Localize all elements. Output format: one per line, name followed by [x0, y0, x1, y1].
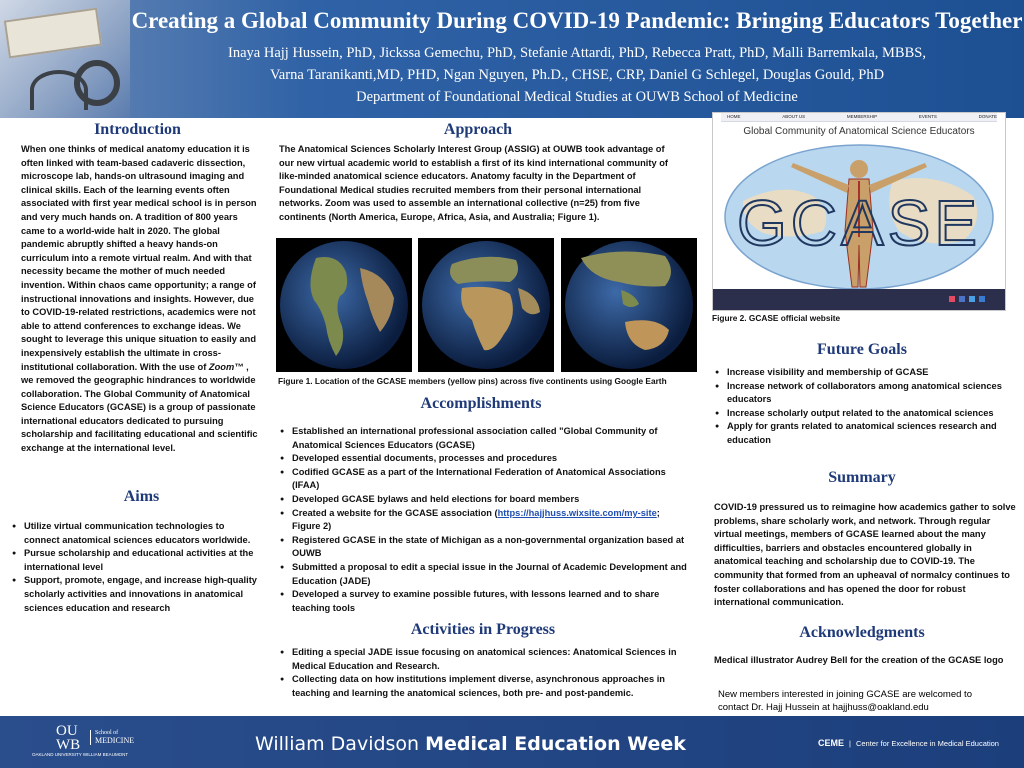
website-item-prefix: Created a website for the GCASE association ( [292, 507, 498, 518]
accomplishment-item-website [278, 507, 688, 534]
globe-image-americas [276, 238, 412, 372]
authors-line-1: Inaya Hajj Hussein, PhD, Jickssa Gemechu, PhD, Stefanie Attardi, PhD, Rebecca Pratt, PhD, Malli Barremkala, MBBS, [228, 45, 926, 61]
website-item-suffix: ; Figure 2) [292, 507, 660, 532]
ouwb-logo-big: OU [56, 723, 78, 739]
website-nav-item[interactable]: DONATE [978, 114, 997, 119]
activity-item: ● Editing a special JADE issue focusing on anatomical sciences: Anatomical Sciences in Medical Education and Research. [278, 646, 688, 673]
accomplishment-item: ● Registered GCASE in the state of Michigan as a non-governmental organization based at OUWB [278, 534, 688, 561]
ceme-abbr: CEME [818, 738, 845, 748]
authors-line-2: Varna Taranikanti,MD, PHD, Ngan Nguyen, Ph.D., CHSE, CRP, Daniel G Schlegel, Douglas Gould, PhD [269, 67, 885, 83]
gcase-logo [723, 141, 995, 291]
linkedin-icon[interactable] [979, 296, 985, 302]
event-name-plain: William Davidson [255, 733, 426, 755]
ouwb-school-name [90, 730, 134, 745]
zoom-trademark: Zoom™ [208, 361, 244, 372]
accomplishment-item: ● Developed essential documents, processes and procedures [278, 452, 688, 466]
future-goal-item: ● Increase network of collaborators among anatomical sciences educators [713, 380, 1013, 407]
contact-note [718, 689, 972, 714]
introduction-text [21, 143, 262, 456]
aims-item: ● Utilize virtual communication technologies to connect anatomical sciences educators worldwide. [10, 520, 262, 547]
activities-list [278, 646, 688, 700]
ouwb-logo-subtitle: OAKLAND UNIVERSITY WILLIAM BEAUMONT [32, 752, 129, 757]
introduction-text-part2: , we removed the geographic hindrances to worldwide collaboration. The Global Community of Anatomical Science Educators (GCASE) is a group of passionate international educators dedicated to pursuing scholarship and facilitating educational and scientific exchange at the international level. [21, 361, 258, 454]
approach-title: Approach [443, 121, 513, 138]
aims-list [10, 520, 262, 615]
stethoscope-chestpiece-shape [74, 60, 120, 106]
gcase-website-screenshot [712, 112, 1006, 311]
website-nav-item[interactable]: ABOUT US [782, 114, 806, 119]
books-shape [4, 8, 102, 59]
accomplishment-item: ● Developed GCASE bylaws and held elections for board members [278, 493, 688, 507]
future-goal-item: ● Apply for grants related to anatomical sciences research and education [713, 420, 1013, 447]
introduction-title: Introduction [94, 121, 181, 138]
instagram-icon[interactable] [949, 296, 955, 302]
acknowledgments-title: Acknowledgments [799, 624, 925, 641]
introduction-text-part1: When one thinks of medical anatomy education it is often linked with team-based cadaveric dissection, microscope lab, hands-on ultrasound imaging and clinical skills. Each of the learning events often associated with first year medical school is in person and very much hands on. A tradition of 800 years came to a world-wide halt in 2020. The global pandemic abruptly shifted a heavy hands-on curriculum into a remote virtual realm. And with that necessity became the mother of much needed invention. Within chaos came opportunity; a range of instructional innovations and insights. However, due to COVID-19-related restrictions, academics were not able to attend conferences to exchange ideas. We sought to leverage this unique situation to easily and inexpensively establish the ultimate in cross-institutional collaboration. With the use of [21, 144, 257, 372]
event-name-bold: Medical Education Week [425, 733, 686, 755]
website-footer-bar [713, 289, 1005, 310]
ouwb-school-line-1: School of [95, 730, 119, 736]
activities-title: Activities in Progress [410, 621, 556, 638]
accomplishments-list [278, 425, 688, 615]
accomplishment-item: ● Established an international professional association called "Global Community of Anatomical Sciences Educators (GCASE) [278, 425, 688, 452]
website-site-title: Global Community of Anatomical Science Educators [743, 126, 975, 137]
contact-note-line-1: New members interested in joining GCASE are welcomed to [718, 689, 972, 700]
ouwb-logo [30, 724, 160, 760]
summary-text: COVID-19 pressured us to reimagine how academics gather to solve problems, share scholarly work, and network. Through regular virtual meetings, members of GCASE learned about the many difficulties, barriers and obstacles encountered globally in anatomical teaching and scholarship due to COVID-19. The community that formed from an upheaval of normalcy continues to foster collaborations and has opened the door for robust international communication. [714, 502, 1016, 608]
activity-item: ● Collecting data on how institutions implement diverse, asynchronous approaches in teaching and learning the anatomical sciences, both pre- and post-pandemic. [278, 673, 688, 700]
accomplishment-item: ● Submitted a proposal to edit a special issue in the Journal of Academic Development and Education (JADE) [278, 561, 688, 588]
accomplishment-item: ● Codified GCASE as a part of the International Federation of Anatomical Associations (IFAA) [278, 466, 688, 493]
acknowledgments-text: Medical illustrator Audrey Bell for the creation of the GCASE logo [714, 655, 1004, 665]
aims-item: ● Support, promote, engage, and increase high-quality scholarly activities and innovations in anatomical sciences education and research [10, 574, 262, 615]
globe-image-africa-europe [418, 238, 554, 372]
ceme-full-name: Center for Excellence in Medical Education [855, 739, 999, 748]
ouwb-school-line-2: MEDICINE [95, 736, 135, 745]
future-goals-title: Future Goals [817, 341, 907, 358]
poster-title: Creating a Global Community During COVID-19 Pandemic: Bringing Educators Together [131, 8, 1023, 33]
stethoscope-photo [0, 0, 130, 118]
future-goals-list [713, 366, 1013, 448]
facebook-icon[interactable] [959, 296, 965, 302]
accomplishments-title: Accomplishments [420, 395, 542, 412]
approach-text: The Anatomical Sciences Scholarly Interest Group (ASSIG) at OUWB took advantage of our new virtual academic world to establish a first of its kind international community of like-minded anatomical science educators. Anatomy faculty in the Department of Foundational Medical studies recruited members from their personal international networks. Zoom was used to assemble an international collective (n=25) from five continents (North America, Europe, Africa, Asia, and Australia; Figure 1). [279, 144, 668, 222]
website-nav-item[interactable]: HOME [727, 114, 741, 119]
website-nav-item[interactable]: MEMBERSHIP [846, 114, 878, 119]
figure-2-caption: Figure 2. GCASE official website [712, 313, 841, 323]
department-line: Department of Foundational Medical Studies at OUWB School of Medicine [356, 89, 798, 105]
website-nav-item[interactable]: EVENTS [918, 114, 937, 119]
event-name [255, 733, 686, 755]
figure-1-caption: Figure 1. Location of the GCASE members (yellow pins) across five continents using Google Earth [278, 376, 667, 386]
aims-title: Aims [123, 488, 160, 505]
future-goal-item: ● Increase scholarly output related to the anatomical sciences [713, 407, 1013, 421]
future-goal-item: ● Increase visibility and membership of GCASE [713, 366, 1013, 380]
ceme-logo: CEME | Center for Excellence in Medical Education [818, 738, 999, 748]
gcase-website-link[interactable]: https://hajjhuss.wixsite.com/my-site [497, 507, 657, 518]
accomplishment-item: ● Developed a survey to examine possible futures, with lessons learned and to share teaching tools [278, 588, 688, 615]
gcase-logo-text: GCASE [736, 187, 982, 259]
author-block [130, 42, 1024, 108]
contact-note-line-2: contact Dr. Hajj Hussein at hajjhuss@oakland.edu [718, 701, 929, 713]
website-nav [727, 114, 997, 119]
aims-item: ● Pursue scholarship and educational activities at the international level [10, 547, 262, 574]
globe-image-asia-australia [561, 238, 697, 372]
summary-title: Summary [828, 469, 896, 486]
twitter-icon[interactable] [969, 296, 975, 302]
ouwb-logo-small: WB [56, 737, 81, 753]
ouwb-logo-mark [56, 724, 80, 752]
